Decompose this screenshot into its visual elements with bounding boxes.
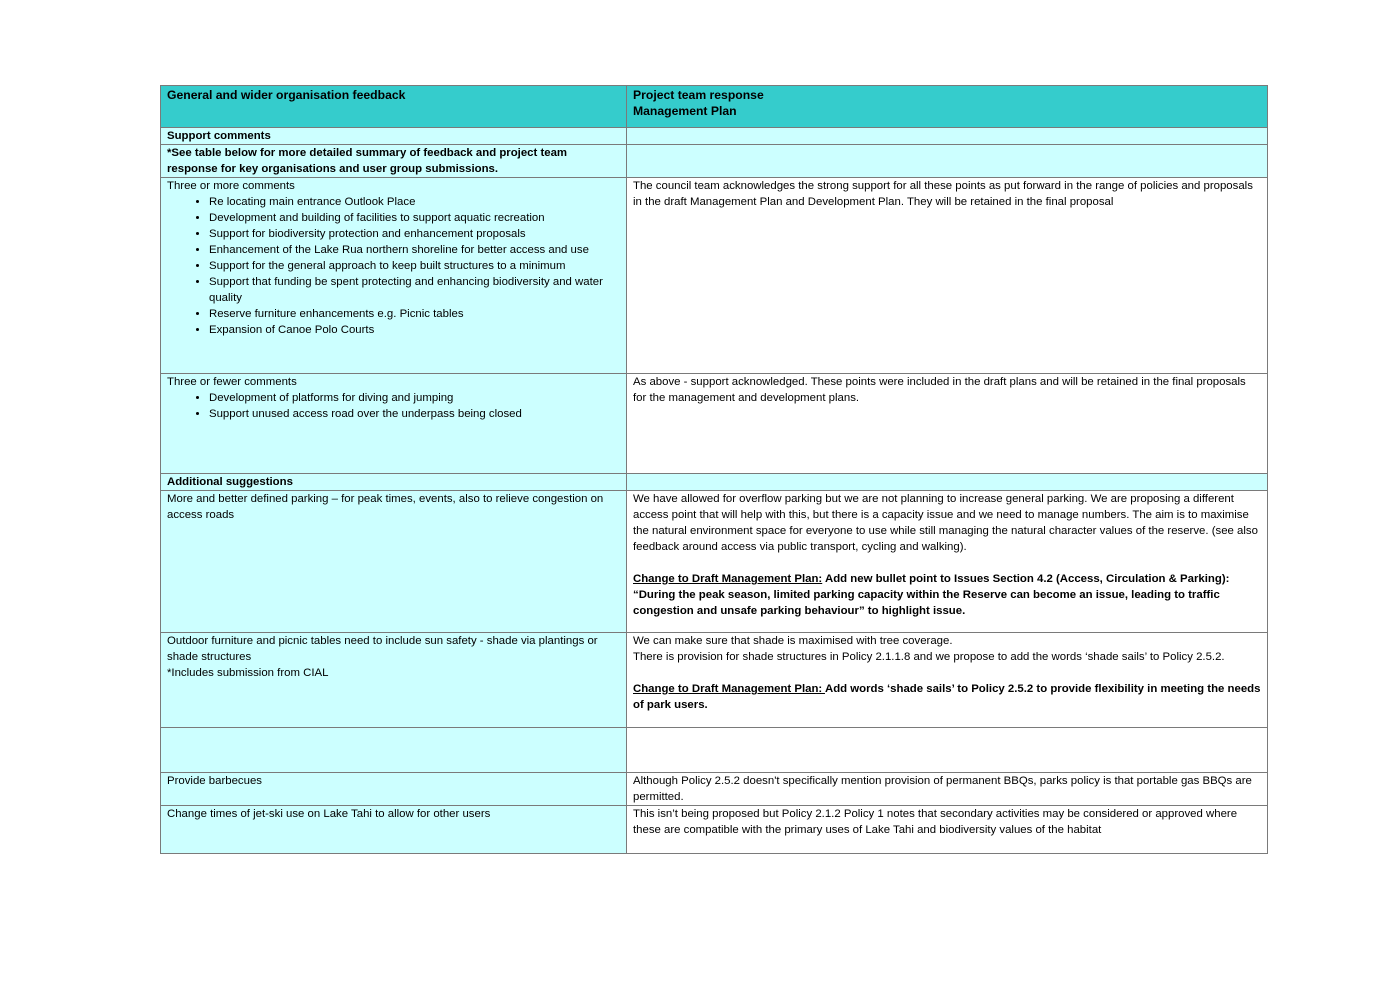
header-feedback: General and wider organisation feedback <box>161 86 627 128</box>
response-cell: Although Policy 2.5.2 doesn't specifically mention provision of permanent BBQs, parks policy is that portable gas BBQs are permitted. <box>627 773 1268 806</box>
table-row <box>161 773 1268 806</box>
feedback-cell: Provide barbecues <box>161 773 627 806</box>
feedback-cell: More and better defined parking – for peak times, events, also to relieve congestion on access roads <box>161 491 627 633</box>
section-empty-cell <box>627 474 1268 491</box>
feedback-cell <box>161 374 627 474</box>
change-label: Change to Draft Management Plan: <box>633 683 825 695</box>
change-text: Add new bullet point to Issues Section 4.2 (Access, Circulation & Parking): “During the peak season, limited parking capacity within the Reserve can become an issue, leading to traffic congestion and unsafe parking behaviour” to highlight issue. <box>633 573 1230 617</box>
table-row-empty <box>161 728 1268 773</box>
response-cell <box>627 633 1268 728</box>
feedback-cell <box>161 633 627 728</box>
response-cell <box>627 728 1268 773</box>
section-note: *See table below for more detailed summary of feedback and project team response for key organisations and user group submissions. <box>161 145 627 178</box>
table-row <box>161 491 1268 633</box>
list-item: • Reserve furniture enhancements e.g. Picnic tables <box>209 306 620 322</box>
bullet-list <box>167 390 620 422</box>
change-text: Add words ‘shade sails’ to Policy 2.5.2 to provide flexibility in meeting the needs of park users. <box>633 683 1261 711</box>
change-note <box>633 681 1261 713</box>
response-cell: This isn’t being proposed but Policy 2.1.2 Policy 1 notes that secondary activities may be considered or approved where these are compatible with the primary uses of Lake Tahi and biodiversity values of the habitat <box>627 806 1268 854</box>
list-item: • Support unused access road over the underpass being closed <box>209 406 620 422</box>
list-item: • Support for biodiversity protection and enhancement proposals <box>209 226 620 242</box>
list-item: • Development and building of facilities to support aquatic recreation <box>209 210 620 226</box>
feedback-table <box>160 85 1268 854</box>
feedback-cell <box>161 178 627 374</box>
table-header-row <box>161 86 1268 128</box>
list-item: • Development of platforms for diving and jumping <box>209 390 620 406</box>
header-response-line2: Management Plan <box>633 104 737 118</box>
header-response-line1: Project team response <box>633 88 764 102</box>
feedback-cell <box>161 728 627 773</box>
header-response <box>627 86 1268 128</box>
section-title-additional: Additional suggestions <box>161 474 627 491</box>
section-empty-cell <box>627 128 1268 145</box>
response-cell: The council team acknowledges the strong support for all these points as put forward in the range of policies and proposals in the draft Management Plan and Development Plan. They will be retained in the final proposal <box>627 178 1268 374</box>
row-title: Three or more comments <box>167 180 295 192</box>
list-item: • Enhancement of the Lake Rua northern shoreline for better access and use <box>209 242 620 258</box>
row-title: Three or fewer comments <box>167 376 297 388</box>
table-row <box>161 806 1268 854</box>
list-item: • Re locating main entrance Outlook Place <box>209 194 620 210</box>
list-item: • Support that funding be spent protecting and enhancing biodiversity and water quality <box>209 274 620 306</box>
table-row <box>161 374 1268 474</box>
section-empty-cell <box>627 145 1268 178</box>
section-row-support <box>161 128 1268 145</box>
section-row-additional <box>161 474 1268 491</box>
response-cell: As above - support acknowledged. These points were included in the draft plans and will be retained in the final proposals for the management and development plans. <box>627 374 1268 474</box>
response-text: We can make sure that shade is maximised with tree coverage. <box>633 635 953 647</box>
change-note <box>633 571 1261 619</box>
table-row <box>161 178 1268 374</box>
list-item: • Support for the general approach to keep built structures to a minimum <box>209 258 620 274</box>
section-title-support: Support comments <box>161 128 627 145</box>
response-cell <box>627 491 1268 633</box>
list-item: • Expansion of Canoe Polo Courts <box>209 322 620 338</box>
feedback-cell: Change times of jet-ski use on Lake Tahi to allow for other users <box>161 806 627 854</box>
bullet-list <box>167 194 620 338</box>
table-row <box>161 633 1268 728</box>
section-row-note <box>161 145 1268 178</box>
change-label: Change to Draft Management Plan: <box>633 573 823 585</box>
response-text: There is provision for shade structures in Policy 2.1.1.8 and we propose to add the words ‘shade sails’ to Policy 2.5.2. <box>633 651 1225 663</box>
feedback-text: Outdoor furniture and picnic tables need to include sun safety - shade via plantings or shade structures <box>167 635 598 663</box>
response-text: We have allowed for overflow parking but we are not planning to increase general parking. We are proposing a different access point that will help with this, but there is a capacity issue and we need to manage numbers. The aim is to maximise the natural environment space for everyone to use while still managing the natural character values of the reserve. (see also feedback around access via public transport, cycling and walking). <box>633 493 1258 553</box>
feedback-note: *Includes submission from CIAL <box>167 667 329 679</box>
